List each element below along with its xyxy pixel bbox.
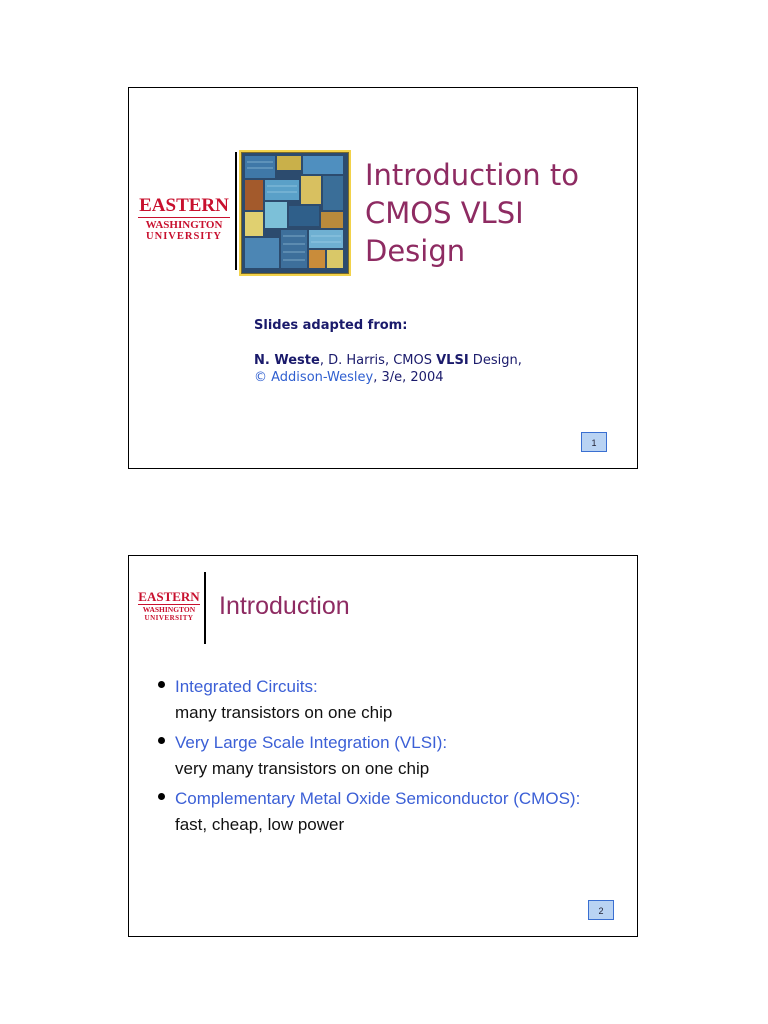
citation-design: Design, bbox=[468, 353, 522, 368]
bullet-list bbox=[155, 674, 625, 842]
title-line-1: Introduction to bbox=[365, 158, 579, 192]
slide-title: Introduction bbox=[219, 592, 350, 620]
bullet-dot-icon bbox=[158, 793, 165, 800]
citation-vlsi: VLSI bbox=[436, 353, 469, 368]
logo-line-washington: WASHINGTON bbox=[138, 217, 230, 231]
university-logo bbox=[138, 590, 200, 622]
bullet-heading: Integrated Circuits: bbox=[175, 677, 318, 696]
divider-line bbox=[204, 572, 206, 644]
logo-line-eastern: EASTERN bbox=[138, 589, 200, 604]
logo-line-washington: WASHINGTON bbox=[138, 604, 200, 614]
citation-authors-rest: , D. Harris, CMOS bbox=[319, 353, 437, 368]
chip-die-image bbox=[239, 150, 351, 276]
title-line-3: Design bbox=[365, 234, 466, 268]
bullet-heading: Very Large Scale Integration (VLSI): bbox=[175, 733, 448, 752]
citation-edition: , 3/e, 2004 bbox=[373, 370, 444, 385]
slide-title bbox=[365, 156, 635, 270]
bullet-description: very many transistors on one chip bbox=[175, 759, 430, 778]
bullet-dot-icon bbox=[158, 737, 165, 744]
list-item bbox=[155, 674, 625, 726]
publisher-link[interactable]: Addison-Wesley bbox=[271, 370, 374, 385]
list-item bbox=[155, 730, 625, 782]
reference-citation bbox=[254, 352, 634, 386]
university-logo bbox=[138, 196, 230, 243]
copyright-symbol: © bbox=[254, 370, 267, 385]
logo-line-eastern: EASTERN bbox=[139, 195, 229, 216]
logo-line-university: UNIVERSITY bbox=[144, 613, 194, 622]
list-item bbox=[155, 786, 625, 838]
slide-1 bbox=[128, 87, 638, 469]
bullet-description: many transistors on one chip bbox=[175, 703, 393, 722]
bullet-description: fast, cheap, low power bbox=[175, 815, 345, 834]
author-weste: N. Weste bbox=[254, 353, 320, 368]
adapted-from-label: Slides adapted from: bbox=[254, 318, 408, 333]
divider-line bbox=[235, 152, 237, 270]
bullet-heading: Complementary Metal Oxide Semiconductor (CMOS): bbox=[175, 789, 581, 808]
page-number-badge: 2 bbox=[588, 900, 614, 920]
slide-2 bbox=[128, 555, 638, 937]
logo-line-university: UNIVERSITY bbox=[146, 231, 222, 242]
page-number-badge: 1 bbox=[581, 432, 607, 452]
title-line-2: CMOS VLSI bbox=[365, 196, 524, 230]
bullet-dot-icon bbox=[158, 681, 165, 688]
